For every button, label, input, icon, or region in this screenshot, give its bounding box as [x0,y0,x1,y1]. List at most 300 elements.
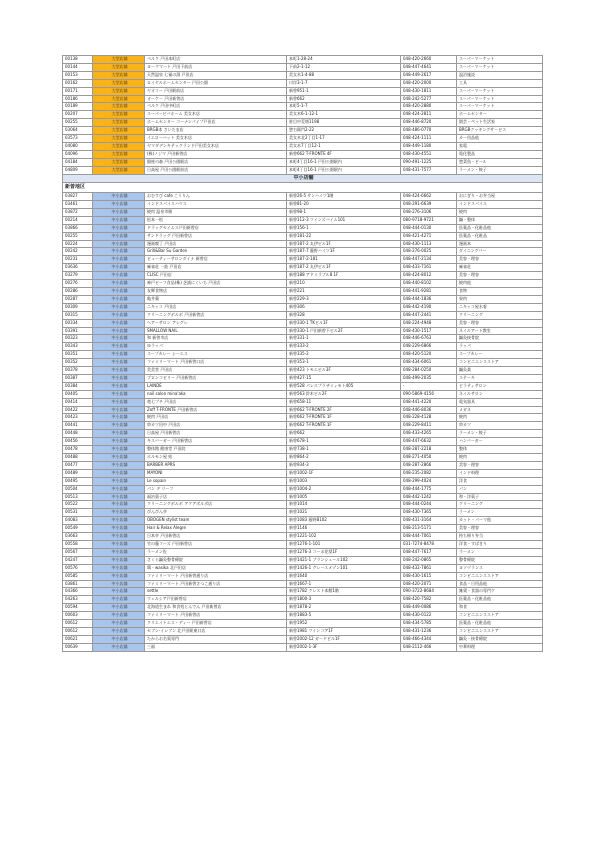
store-id: 03861 [63,580,93,588]
store-id: 04080 [63,142,93,150]
store-type: 和食 [457,604,543,612]
store-type: ダイニングバー [457,248,543,256]
store-category: 中小店舗 [93,287,145,295]
store-phone: 048-242-5277 [401,95,457,103]
store-name: Zoff T-FRONTE 戸田新曽店 [145,406,287,414]
store-category: 中小店舗 [93,398,145,406]
store-type: カット・パーマ他 [457,517,543,525]
store-type: 焼肉他 [457,280,543,288]
store-phone: 048-424-1111 [401,135,457,143]
store-category: 中小店舗 [93,367,145,375]
store-type: 医薬品・化粧品他 [457,224,543,232]
store-id: 03663 [63,533,93,541]
store-id: 00231 [63,256,93,264]
store-name: 竹の藤フーズ 戸田新曽店 [145,540,287,548]
store-id: 00351 [63,351,93,359]
store-name: ラーメン佐 [145,548,287,556]
store-type: 医薬品・化粧品他 [457,596,543,604]
area-title: 新曽地区 [63,183,543,193]
store-type: ラッパ [457,343,543,351]
store-category: 中小店舗 [93,193,145,201]
table-row [63,95,543,103]
store-category: 中小店舗 [93,414,145,422]
store-address: 新曽2002-1-3F [287,643,401,651]
store-name: 日高屋 戸田公園駅前店 [145,166,287,174]
store-address: 新曽738-1 [287,446,401,454]
table-row [63,556,543,564]
store-phone: 048-420-2000 [401,79,457,87]
store-phone: 048-420-2660 [401,56,457,64]
store-type: 串カツ [457,422,543,430]
table-row [63,295,543,303]
table-row [63,319,543,327]
store-type: カー用品他 [457,135,543,143]
store-category: 中小店舗 [93,533,145,541]
store-id: 00405 [63,390,93,398]
store-phone: 048-446-8036 [401,406,457,414]
store-type: 洋食 [457,477,543,485]
store-id: 00522 [63,501,93,509]
store-address: 新曽423 トモエビル3F [287,367,401,375]
store-address: 新曽335-2 [287,351,401,359]
store-type: クリーニング [457,501,543,509]
store-address: 新曽156-1 [287,224,401,232]
store-phone: 048-442-4190 [401,303,457,311]
store-address: 新曽353-1 [287,359,401,367]
store-name: スーパービバホーム 美女木店 [145,111,287,119]
table-row [63,493,543,501]
store-category: 中小店舗 [93,588,145,596]
store-type: ハンバーガー [457,438,543,446]
store-type: BRGBクッキングサービス [457,127,543,135]
store-type: ネイルアート教室 [457,327,543,335]
store-id: 00478 [63,446,93,454]
store-address: 新曽1221-102 [287,533,401,541]
store-address: 新曽1003 [287,477,401,485]
store-address: 新曽333-2 [287,343,401,351]
store-id: 00621 [63,635,93,643]
store-category: 中小店舗 [93,311,145,319]
store-phone: - [401,382,457,390]
store-type: メガネ [457,406,543,414]
store-address: 新曽1146 [287,525,401,533]
store-name: ヤマダデンキテックランド戸田美女木店 [145,142,287,150]
store-phone: 048-420-5120 [401,351,457,359]
store-phone: 048-447-2441 [401,311,457,319]
store-address: 新曽229-3 [287,295,401,303]
store-type: ラーメン [457,548,543,556]
store-name: クリーニングボルボ アクアボルボ店 [145,501,287,509]
store-phone: 048-291-6639 [401,201,457,209]
store-type: コンビニエンスストア [457,612,543,620]
store-category: 中小店舗 [93,319,145,327]
store-type: スーパーマーケット [457,56,543,64]
store-address: 新曽934-3 [287,461,401,469]
store-phone: 048-235-2082 [401,469,457,477]
store-phone: 048-444-0130 [401,224,457,232]
store-id: 00456 [63,438,93,446]
store-name: 串カツ田中 戸田店 [145,422,287,430]
store-name: ブロンコビリー 戸田新曽店 [145,374,287,382]
store-address: 新曽187-2 丸伊ビル1F [287,240,401,248]
store-name: ファミリーマート 戸田新曽口店 [145,359,287,367]
table-row [63,509,543,517]
store-name: 友輝食物店 [145,287,287,295]
store-id: 03636 [63,264,93,272]
store-category: 中小店舗 [93,208,145,216]
table-row [63,430,543,438]
store-name: 北海道生まれ 和食処とんでん 戸田新曽店 [145,604,287,612]
store-address: 笹目中荒堰1198 [287,119,401,127]
table-row [63,588,543,596]
store-name: settle [145,588,287,596]
store-id: 00567 [63,548,93,556]
store-phone: 048-229-8411 [401,422,457,430]
store-address: 新曽187-2 丸伊ビル1F [287,264,401,272]
store-phone: 048-441-4220 [401,398,457,406]
store-type: 中華料理 [457,643,543,651]
store-id: 00576 [63,564,93,572]
store-name: ビューティーサロンダイナ 新曽店 [145,256,287,264]
store-name: 整体館 健康堂 戸田院 [145,446,287,454]
store-category: 中小店舗 [93,596,145,604]
table-row [63,135,543,143]
store-address: 新曽662 [287,95,401,103]
store-phone: 048-299-4024 [401,477,457,485]
table-row [63,240,543,248]
store-table [62,55,543,652]
store-id: 03573 [63,135,93,143]
store-name: MAYONI [145,469,287,477]
store-category: 中小店舗 [93,461,145,469]
store-address: 新曽81-20 [287,201,401,209]
store-name: 竜七プチ 戸田店 [145,398,287,406]
store-address: 本町1-28-24 [287,56,401,64]
table-row [63,103,543,111]
store-category: 中小店舗 [93,525,145,533]
store-address: 新曽330-1 TKビル1F [287,319,401,327]
store-phone: 048-271-4050 [401,454,457,462]
table-row [63,596,543,604]
store-type: 整骨療院 [457,556,543,564]
store-address: 新曽1005 [287,493,401,501]
store-address: 新曽1981 ツインコア1F [287,627,401,635]
store-id: 00585 [63,572,93,580]
store-category: 中小店舗 [93,256,145,264]
store-category: 大型店舗 [93,103,145,111]
store-id: 00489 [63,469,93,477]
store-phone: 048-447-6632 [401,438,457,446]
store-address: 新曽662 T-FRONTE 1F [287,422,401,430]
store-address: 新曽1883-5 [287,612,401,620]
store-category: 中小店舗 [93,430,145,438]
store-name: 福治菓子店 [145,493,287,501]
store-name: 三福 [145,643,287,651]
store-id: 00488 [63,454,93,462]
store-type: 鍼灸接骨院 [457,335,543,343]
table-row [63,580,543,588]
store-category: 大型店舗 [93,95,145,103]
table-row [63,311,543,319]
store-type: インド料理 [457,469,543,477]
store-category: 中小店舗 [93,635,145,643]
table-row [63,406,543,414]
table-row [63,63,543,71]
section-header-row [63,174,543,183]
store-phone: 048-446-8720 [401,119,457,127]
store-address: 下前2-1-12 [287,63,401,71]
store-type: 鍼・整体 [457,216,543,224]
store-id: 00531 [63,509,93,517]
store-type: ラーメン [457,509,543,517]
store-id: 04247 [63,556,93,564]
store-type: ピラティサロン [457,382,543,390]
table-row [63,201,543,209]
store-type: ステーキ [457,374,543,382]
store-phone: 048-433-7161 [401,264,457,272]
store-phone: 048-449-2617 [401,71,457,79]
store-category: 中小店舗 [93,335,145,343]
store-phone: 048-466-4344 [401,635,457,643]
store-address: 新曽187-7 藤野ハイツ1F [287,248,401,256]
store-type: 食品・日用品他 [457,580,543,588]
table-row [63,477,543,485]
store-phone: 048-224-4948 [401,319,457,327]
store-phone: 048-276-3106 [401,208,457,216]
store-address: 新曽328 [287,311,401,319]
store-phone: 048-442-1242 [401,493,457,501]
store-address: 新曽98-1 [287,208,401,216]
store-category: 中小店舗 [93,248,145,256]
table-row [63,627,543,635]
store-phone: 048-424-2811 [401,111,457,119]
store-address: 美女木北2丁目1-17 [287,135,401,143]
store-name: 鶏・wasika 北戸田店 [145,564,287,572]
store-id: 04366 [63,588,93,596]
store-address: 新曽662 T-FRONTE 2F [287,406,401,414]
store-category: 大型店舗 [93,150,145,158]
store-category: 中小店舗 [93,343,145,351]
store-type: 果肉 [457,295,543,303]
store-phone: 048-449-0086 [401,604,457,612]
store-phone: 048-430-1113 [401,240,457,248]
store-address: 新曽1640 [287,572,401,580]
store-id: 00448 [63,430,93,438]
store-phone: 048-430-1615 [401,572,457,580]
store-type: ラーメン・餃子 [457,430,543,438]
table-row [63,485,543,493]
store-phone: 048-430-7365 [401,509,457,517]
store-phone: 048-447-7617 [401,548,457,556]
store-address: 本町4丁目16-1 戸田公園駅内 [287,166,401,174]
table-row [63,79,543,87]
store-id: 03064 [63,127,93,135]
store-category: 中小店舗 [93,572,145,580]
table-row [63,87,543,95]
store-name: ぴんぴん亭 [145,509,287,517]
store-phone: 048-431-1236 [401,627,457,635]
store-address: 新曽1667-1 [287,580,401,588]
store-name: ファミリーマート 戸田新曽さつこ通り店 [145,580,287,588]
table-row [63,398,543,406]
store-id: 00214 [63,216,93,224]
store-phone: 048-420-2071 [401,580,457,588]
store-phone: 048-430-1811 [401,87,457,95]
store-address: 新曽528 パレスプラザミィモト405 [287,382,401,390]
store-type: 漫画本 [457,240,543,248]
store-category: 中小店舗 [93,564,145,572]
store-type: スーパーマーケット [457,95,543,103]
store-address: 新曽658-11 [287,398,401,406]
store-phone: 048-447-4641 [401,63,457,71]
store-address: 美女木7丁目12-1 [287,142,401,150]
store-name: Grill&Bar Su Garden [145,248,287,256]
store-id: 00144 [63,63,93,71]
store-name: ニキッコ 戸田店 [145,303,287,311]
store-address: 新曽1276-3 コーポ花梨1F [287,548,401,556]
store-category: 大型店舗 [93,127,145,135]
store-address: 新曽864-2 [287,454,401,462]
table-row [63,303,543,311]
store-id: 00549 [63,525,93,533]
store-category: 中小店舗 [93,604,145,612]
table-row [63,224,543,232]
store-id: 00309 [63,303,93,311]
store-address: 本町4丁目16-1 戸田公園駅内 [287,158,401,166]
table-row [63,643,543,651]
store-phone: 048-433-4265 [401,430,457,438]
store-id: 00287 [63,295,93,303]
store-name: ファミリーマート 戸田新曽通り店 [145,572,287,580]
store-name: パン デ リーフ [145,485,287,493]
store-name: ホームセンター コーナンパイプ戸田店 [145,119,287,127]
store-address: 新曽662 T-FRONTE 4F [287,150,401,158]
table-row [63,525,543,533]
mid-store-section [63,193,543,652]
store-id: 04184 [63,158,93,166]
store-phone: 048-444-1836 [401,295,457,303]
store-type: 美容・理容 [457,319,543,327]
store-address: 新曽221 [287,287,401,295]
store-name: インドスパイスハウス [145,201,287,209]
store-name: 美美堂 戸田店 [145,367,287,375]
store-name: 焼肉 温泉市勝 [145,208,287,216]
store-phone: 048-431-3164 [401,517,457,525]
store-phone: 031-7274-8478 [401,540,457,548]
table-row [63,264,543,272]
store-id: 00323 [63,335,93,343]
table-row [63,232,543,240]
store-id: 04809 [63,166,93,174]
store-address: 新曽187-2-181 [287,256,401,264]
store-category: 大型店舗 [93,111,145,119]
store-name: ファミリーマート 戸田新曽店 [145,612,287,620]
table-row [63,111,543,119]
store-id: 03866 [63,224,93,232]
table-row [63,119,543,127]
table-row [63,501,543,509]
store-type: 惣菜魚・ビール [457,158,543,166]
store-category: 中小店舗 [93,201,145,209]
store-address: 新曽678-1 [287,438,401,446]
store-name: 松本一松 [145,216,287,224]
store-category: 中小店舗 [93,438,145,446]
mid-store-heading [63,174,543,193]
store-type: ラーメン・餃子 [457,166,543,174]
store-type: 医薬品・化粧品 [457,232,543,240]
store-id: 00558 [63,540,93,548]
store-id: 00594 [63,604,93,612]
store-type: コンビニエンスストア [457,359,543,367]
store-name: BARBER APRS [145,461,287,469]
store-phone: 048-486-0770 [401,127,457,135]
store-category: 中小店舗 [93,548,145,556]
store-id: 00441 [63,422,93,430]
store-category: 中小店舗 [93,454,145,462]
store-phone: 048-434-5785 [401,620,457,628]
store-category: 中小店舗 [93,509,145,517]
store-id: 00334 [63,319,93,327]
store-type: ヨソヅランス [457,564,543,572]
store-phone: 048-424-6662 [401,193,457,201]
store-category: 大型店舗 [93,56,145,64]
store-name: ロイヤルホームセンター 戸田公園 [145,79,287,87]
table-row [63,166,543,174]
table-row [63,572,543,580]
store-address: 新曽1878-2 [287,604,401,612]
store-category: 中小店舗 [93,232,145,240]
store-category: 中小店舗 [93,327,145,335]
store-address: 新曽563 鈴木ビル2F [287,390,401,398]
store-address: 新曽1421-1 ブランシュール102 [287,556,401,564]
store-address: 美女木6-1-12-1 [287,111,401,119]
store-id: 00603 [63,612,93,620]
store-name: 焼肉 戸田店 [145,414,287,422]
store-id: 00384 [63,382,93,390]
large-store-section [63,56,543,175]
store-category: 中小店舗 [93,264,145,272]
table-row [63,367,543,375]
area-header-row [63,183,543,193]
store-address: 新曽1002-1F [287,469,401,477]
store-name: スープカレー シーエス [145,351,287,359]
store-phone: 048-424-8012 [401,272,457,280]
store-phone: 048-287-2866 [401,461,457,469]
store-phone: 048-432-7861 [401,564,457,572]
store-category: 中小店舗 [93,493,145,501]
store-phone: 048-287-2218 [401,446,457,454]
store-category: 大型店舗 [93,158,145,166]
store-name: 和 新曽市店 [145,335,287,343]
store-category: 中小店舗 [93,224,145,232]
store-id: 04096 [63,150,93,158]
table-row [63,548,543,556]
store-name: ヤオコー 戸田駅前店 [145,87,287,95]
store-type: 電化製品 [457,150,543,158]
store-phone: 048-213-5171 [401,525,457,533]
store-name: 麻雀荘 一紘 戸田店 [145,264,287,272]
store-id: 00477 [63,461,93,469]
table-row [63,390,543,398]
table-row [63,351,543,359]
table-row [63,327,543,335]
store-name: 天然温泉 七福の湯 戸田店 [145,71,287,79]
store-address: 新曽2002-12 ガードビル1F [287,635,401,643]
store-id: 00138 [63,56,93,64]
store-type: 美容・理容 [457,461,543,469]
table-row [63,335,543,343]
table-row [63,359,543,367]
